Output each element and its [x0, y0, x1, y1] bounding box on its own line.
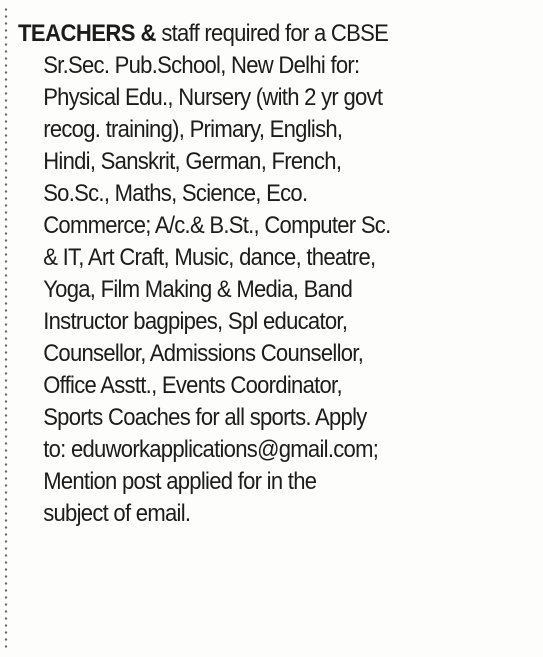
ad-line-16: subject of email.: [43, 500, 191, 527]
ad-line-1: [18, 18, 478, 50]
dotted-column-rule: [4, 6, 8, 651]
ad-line-9: Yoga, Film Making & Media, Band: [43, 276, 353, 303]
ad-line-11: Counsellor, Admissions Counsellor,: [43, 340, 364, 367]
ad-line-8: & IT, Art Craft, Music, dance, theatre,: [43, 244, 376, 271]
ad-headline: TEACHERS &: [18, 20, 156, 47]
ad-line-4: recog. training), Primary, English,: [43, 116, 343, 143]
ad-line-2: Sr.Sec. Pub.School, New Delhi for:: [43, 52, 360, 79]
ad-line-7: Commerce; A/c.& B.St., Computer Sc.: [43, 212, 391, 239]
ad-line-15: Mention post applied for in the: [43, 468, 317, 495]
ad-line-13: Sports Coaches for all sports. Apply: [43, 404, 367, 431]
ad-line-text: staff required for a CBSE: [155, 20, 389, 47]
ad-line-3: Physical Edu., Nursery (with 2 yr govt: [43, 84, 383, 111]
ad-line-14: to: eduworkapplications@gmail.com;: [43, 436, 379, 463]
ad-line-6: So.Sc., Maths, Science, Eco.: [43, 180, 308, 207]
ad-line-10: Instructor bagpipes, Spl educator,: [43, 308, 348, 335]
ad-line-5: Hindi, Sanskrit, German, French,: [43, 148, 342, 175]
ad-line-12: Office Asstt., Events Coordinator,: [43, 372, 342, 399]
